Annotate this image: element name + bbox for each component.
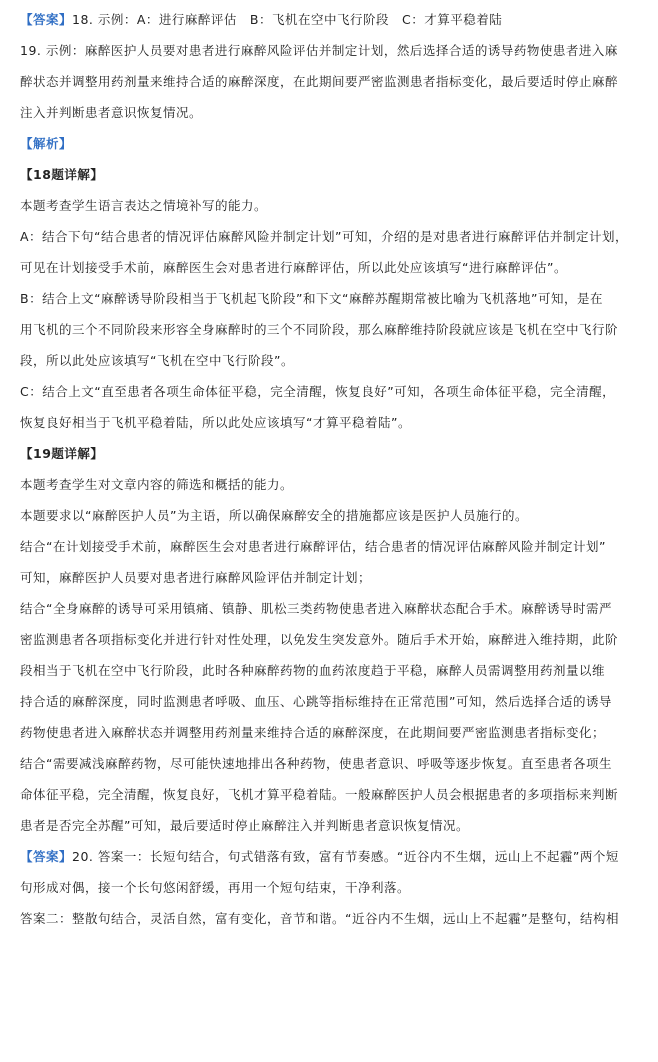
line-text: 持合适的麻醉深度，同时监测患者呼吸、血压、心跳等指标维持在正常范围”可知，然后选择合适的诱导 xyxy=(20,694,612,709)
analysis-tag: 【解析】 xyxy=(20,136,73,151)
answer-tag: 【答案】 xyxy=(20,849,73,864)
line-text: 18. 示例：A：进行麻醉评估 B：飞机在空中飞行阶段 C：才算平稳着陆 xyxy=(72,12,503,27)
line-text: 结合“在计划接受手术前，麻醉医生会对患者进行麻醉评估，结合患者的情况评估麻醉风险并制定计划” xyxy=(20,539,606,554)
line-text: 恢复良好相当于飞机平稳着陆，所以此处应该填写“才算平稳着陆”。 xyxy=(20,415,411,430)
line-text: 注入并判断患者意识恢复情况。 xyxy=(20,105,203,120)
text-line xyxy=(20,37,644,68)
text-line xyxy=(20,595,644,626)
text-line xyxy=(20,316,644,347)
line-text: 醉状态并调整用药剂量来维持合适的麻醉深度，在此期间要严密监测患者指标变化，最后要适时停止麻醉 xyxy=(20,74,619,89)
text-line xyxy=(20,905,644,936)
line-text: 段相当于飞机在空中飞行阶段，此时各种麻醉药物的血药浓度趋于平稳，麻醉人员需调整用药剂量以维 xyxy=(20,663,606,678)
text-line xyxy=(20,750,644,781)
line-text: 命体征平稳，完全清醒，恢复良好，飞机才算平稳着陆。一般麻醉医护人员会根据患者的多项指标来判断 xyxy=(20,787,619,802)
text-line xyxy=(20,812,644,843)
line-text: 患者是否完全苏醒”可知，最后要适时停止麻醉注入并判断患者意识恢复情况。 xyxy=(20,818,469,833)
section-heading xyxy=(20,161,644,192)
text-line xyxy=(20,285,644,316)
text-line xyxy=(20,626,644,657)
answer-tag: 【答案】 xyxy=(20,12,73,27)
text-line xyxy=(20,874,644,905)
line-text: A：结合下句“结合患者的情况评估麻醉风险并制定计划”可知，介绍的是对患者进行麻醉评估并制定计划， xyxy=(20,229,629,244)
text-line xyxy=(20,719,644,750)
text-line xyxy=(20,347,644,378)
text-line xyxy=(20,688,644,719)
text-line xyxy=(20,192,644,223)
line-text: C：结合上文“直至患者各项生命体征平稳，完全清醒，恢复良好”可知，各项生命体征平稳，完全清醒， xyxy=(20,384,616,399)
text-line xyxy=(20,657,644,688)
line-text: 密监测患者各项指标变化并进行针对性处理，以免发生突发意外。随后手术开始，麻醉进入维持期，此阶 xyxy=(20,632,619,647)
line-text: 可见在计划接受手术前，麻醉医生会对患者进行麻醉评估，所以此处应该填写“进行麻醉评估”。 xyxy=(20,260,567,275)
line-text: 19. 示例：麻醉医护人员要对患者进行麻醉风险评估并制定计划，然后选择合适的诱导药物使患者进入麻 xyxy=(20,43,618,58)
line-text: 【18题详解】 xyxy=(20,167,104,182)
text-line xyxy=(20,223,644,254)
text-line xyxy=(20,130,644,161)
line-text: 20. 答案一：长短句结合，句式错落有致，富有节奏感。“近谷内不生烟，远山上不起霾”两个短 xyxy=(72,849,619,864)
line-text: 【19题详解】 xyxy=(20,446,104,461)
line-text: 本题考查学生语言表达之情境补写的能力。 xyxy=(20,198,268,213)
text-line xyxy=(20,68,644,99)
line-text: 结合“需要减浅麻醉药物，尽可能快速地排出各种药物，使患者意识、呼吸等逐步恢复。直至患者各项生 xyxy=(20,756,612,771)
line-text: B：结合上文“麻醉诱导阶段相当于飞机起飞阶段”和下文“麻醉苏醒期常被比喻为飞机落地”可知，是在 xyxy=(20,291,603,306)
line-text: 答案二：整散句结合，灵活自然，富有变化，音节和谐。“近谷内不生烟，远山上不起霾”是整句，结构相 xyxy=(20,911,619,926)
text-line xyxy=(20,254,644,285)
text-line xyxy=(20,6,644,37)
text-line xyxy=(20,533,644,564)
line-text: 本题考查学生对文章内容的筛选和概括的能力。 xyxy=(20,477,294,492)
text-line xyxy=(20,471,644,502)
line-text: 可知，麻醉医护人员要对患者进行麻醉风险评估并制定计划； xyxy=(20,570,372,585)
text-line xyxy=(20,378,644,409)
line-text: 用飞机的三个不同阶段来形容全身麻醉时的三个不同阶段，那么麻醉维持阶段就应该是飞机在空中飞行阶 xyxy=(20,322,619,337)
text-line xyxy=(20,781,644,812)
section-heading xyxy=(20,440,644,471)
line-text: 结合“全身麻醉的诱导可采用镇痛、镇静、肌松三类药物使患者进入麻醉状态配合手术。麻醉诱导时需严 xyxy=(20,601,612,616)
line-text: 段，所以此处应该填写“飞机在空中飞行阶段”。 xyxy=(20,353,294,368)
text-line xyxy=(20,99,644,130)
line-text: 药物使患者进入麻醉状态并调整用药剂量来维持合适的麻醉深度，在此期间要严密监测患者指标变化； xyxy=(20,725,606,740)
text-line xyxy=(20,409,644,440)
text-line xyxy=(20,843,644,874)
line-text: 本题要求以“麻醉医护人员”为主语，所以确保麻醉安全的措施都应该是医护人员施行的。 xyxy=(20,508,528,523)
text-line xyxy=(20,502,644,533)
line-text: 句形成对偶，接一个长句悠闲舒缓，再用一个短句结束，干净利落。 xyxy=(20,880,411,895)
text-line xyxy=(20,564,644,595)
